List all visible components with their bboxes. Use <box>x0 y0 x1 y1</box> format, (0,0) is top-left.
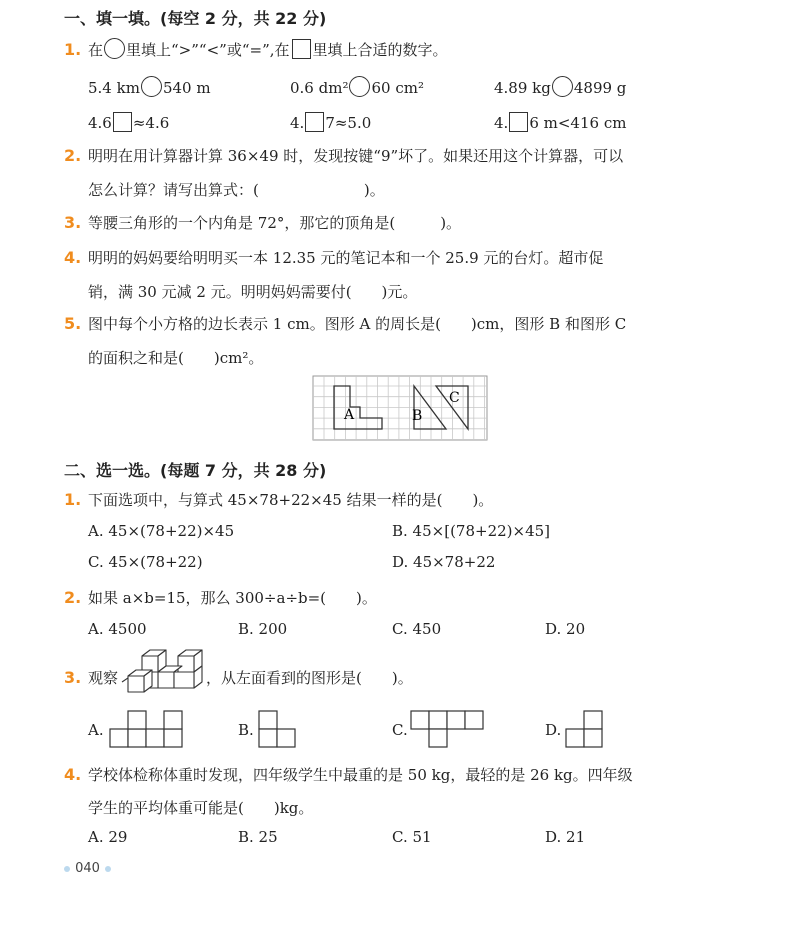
section1-title: 一、填一填。(每空 2 分，共 22 分) <box>64 9 327 28</box>
square-blank-icon <box>292 39 311 59</box>
dot-icon <box>64 866 70 872</box>
s2q1-text: 下面选项中，与算式 45×78+22×45 结果一样的是( )。 <box>88 491 494 509</box>
question-number: 2. <box>64 588 82 607</box>
q1-right: 7≈5.0 <box>325 114 372 132</box>
label-c: C <box>449 390 460 406</box>
q4-line1: 明明的妈妈要给明明买一本 12.35 元的笔记本和一个 25.9 元的台灯。超市促 <box>88 249 604 267</box>
q1-prompt-text: 里填上“>”“<”或“=”,在 <box>126 41 290 59</box>
q1-item <box>494 112 626 134</box>
label-a: A <box>344 407 355 423</box>
q1-item <box>290 112 371 134</box>
s2q2-text: 如果 a×b=15，那么 300÷a÷b=( )。 <box>88 589 377 607</box>
compare-circle[interactable] <box>552 76 573 97</box>
option-b[interactable]: B. 200 <box>238 620 288 638</box>
option-d[interactable]: D. <box>545 721 562 739</box>
option-b[interactable]: B. <box>238 721 254 739</box>
q1-prompt-text: 在 <box>88 41 104 59</box>
view-b-icon <box>258 710 298 748</box>
page-footer <box>64 857 111 876</box>
option-c[interactable]: C. <box>392 721 408 739</box>
cube-stack-icon <box>120 648 208 694</box>
page-number: 040 <box>75 861 100 876</box>
view-a-icon <box>109 710 185 748</box>
q1-prompt-text: 里填上合适的数字。 <box>312 41 448 59</box>
question-number: 1. <box>64 40 82 59</box>
view-c-icon <box>410 710 486 748</box>
option-a[interactable]: A. 4500 <box>88 620 147 638</box>
option-b[interactable]: B. 25 <box>238 828 278 846</box>
q3-text: 等腰三角形的一个内角是 72°，那它的顶角是( )。 <box>88 214 462 232</box>
q1-item <box>290 76 424 99</box>
s2q4-line1: 学校体检称体重时发现，四年级学生中最重的是 50 kg，最轻的是 26 kg。四年级 <box>88 766 633 784</box>
q2-line2: 怎么计算？请写出算式：( )。 <box>88 181 385 199</box>
option-a[interactable]: A. 45×(78+22)×45 <box>88 522 235 540</box>
grid-figure <box>312 375 490 443</box>
q1-right: 60 cm² <box>371 79 424 97</box>
digit-box[interactable] <box>305 112 324 132</box>
digit-box[interactable] <box>113 112 132 132</box>
digit-box[interactable] <box>509 112 528 132</box>
q1-right: ≈4.6 <box>132 114 170 132</box>
option-d[interactable]: D. 21 <box>545 828 586 846</box>
option-c[interactable]: C. 450 <box>392 620 442 638</box>
option-b[interactable]: B. 45×[(78+22)×45] <box>392 522 551 540</box>
view-d-icon <box>565 710 605 748</box>
dot-icon <box>105 866 111 872</box>
q1-right: 4899 g <box>573 79 627 97</box>
q1-right: 6 m<416 cm <box>529 114 627 132</box>
option-c[interactable]: C. 45×(78+22) <box>88 553 203 571</box>
q1-left: 0.6 dm² <box>290 79 349 97</box>
option-a[interactable]: A. <box>88 721 104 739</box>
q1-item <box>494 76 626 99</box>
q2-line1: 明明在用计算器计算 36×49 时，发现按键“9”坏了。如果还用这个计算器，可以 <box>88 147 624 165</box>
question-number: 5. <box>64 314 82 333</box>
compare-circle[interactable] <box>349 76 370 97</box>
q1-left: 4.6 <box>88 114 112 132</box>
q1-prompt <box>88 38 448 61</box>
s2q4-line2: 学生的平均体重可能是( )kg。 <box>88 799 314 817</box>
circle-blank-icon <box>104 38 125 59</box>
q1-left: 4.89 kg <box>494 79 551 97</box>
section2-title: 二、选一选。(每题 7 分，共 28 分) <box>64 461 327 480</box>
question-number: 3. <box>64 213 82 232</box>
option-d[interactable]: D. 20 <box>545 620 586 638</box>
option-c[interactable]: C. 51 <box>392 828 432 846</box>
q5-line2: 的面积之和是( )cm²。 <box>88 349 264 367</box>
q1-item <box>88 76 211 99</box>
q1-left: 4. <box>494 114 509 132</box>
question-number: 1. <box>64 490 82 509</box>
option-a[interactable]: A. 29 <box>88 828 128 846</box>
q1-left: 5.4 km <box>88 79 140 97</box>
q1-right: 540 m <box>162 79 211 97</box>
question-number: 4. <box>64 248 82 267</box>
q1-left: 4. <box>290 114 305 132</box>
question-number: 2. <box>64 146 82 165</box>
label-b: B <box>412 408 423 424</box>
q5-line1: 图中每个小方格的边长表示 1 cm。图形 A 的周长是( )cm，图形 B 和图形 C <box>88 315 627 333</box>
s2q3-text-b: ，从左面看到的图形是( )。 <box>206 669 413 687</box>
option-d[interactable]: D. 45×78+22 <box>392 553 496 571</box>
q1-item <box>88 112 169 134</box>
q4-line2: 销，满 30 元减 2 元。明明妈妈需要付( )元。 <box>88 283 418 301</box>
question-number: 4. <box>64 765 82 784</box>
s2q3-text-a: 观察 <box>88 669 119 687</box>
question-number: 3. <box>64 668 82 687</box>
compare-circle[interactable] <box>141 76 162 97</box>
